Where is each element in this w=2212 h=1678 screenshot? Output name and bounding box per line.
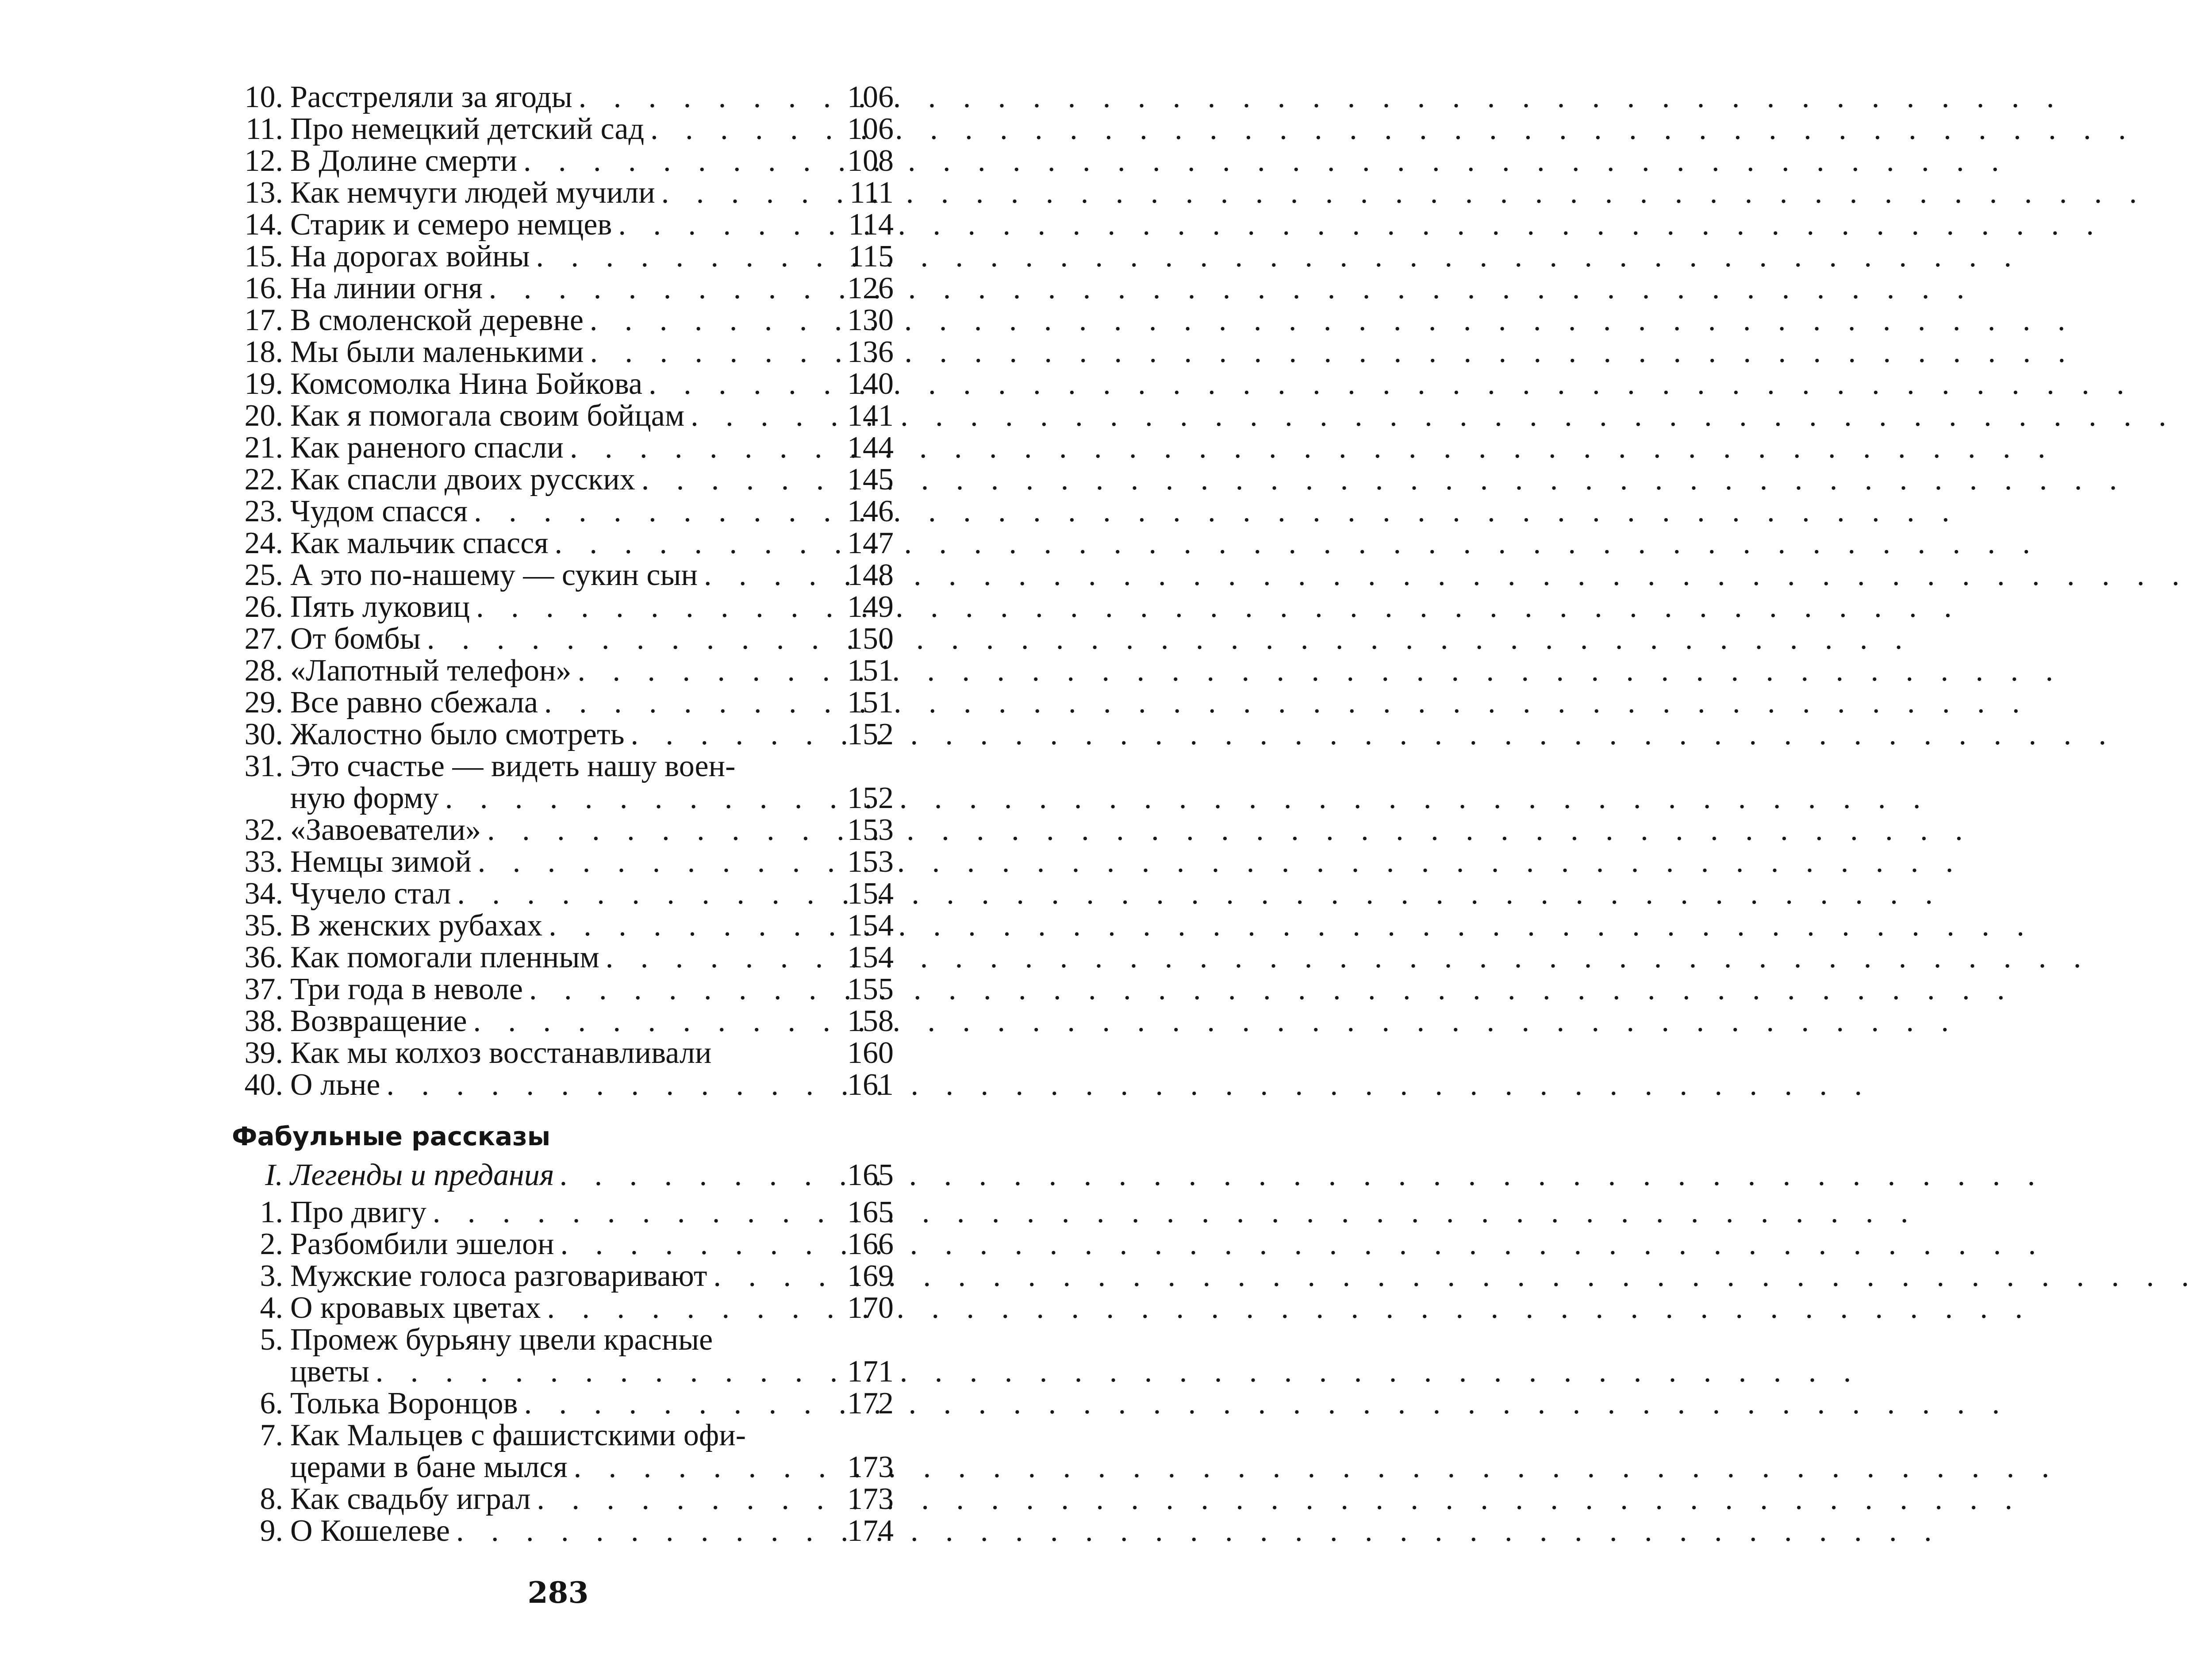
toc-dot-leader bbox=[714, 1260, 827, 1292]
toc-dot-leader bbox=[560, 1154, 827, 1197]
toc-entry-page: 148 bbox=[847, 558, 894, 592]
toc-entry bbox=[221, 177, 894, 209]
toc-entry-title: От бомбы bbox=[290, 622, 421, 656]
toc-dot-leader bbox=[590, 304, 827, 336]
toc-entry bbox=[221, 559, 894, 591]
toc-entry-title: Как свадьбу играл bbox=[290, 1482, 531, 1516]
toc-entry-title: О кровавых цветах bbox=[290, 1291, 541, 1325]
toc-dot-leader bbox=[489, 273, 827, 304]
toc-entry-title: На линии огня bbox=[290, 271, 483, 305]
toc-entry-page: 170 bbox=[847, 1291, 894, 1325]
toc-entry bbox=[221, 1356, 894, 1388]
toc-entry-number: 20. bbox=[244, 399, 283, 433]
toc-entry bbox=[221, 719, 894, 750]
toc-dot-leader bbox=[478, 846, 827, 878]
toc-dot-leader bbox=[561, 1228, 827, 1260]
toc-entry-number: 8. bbox=[260, 1482, 283, 1516]
toc-entry-page: 149 bbox=[847, 590, 894, 624]
toc-entry-number: 9. bbox=[260, 1514, 283, 1548]
toc-dot-leader bbox=[554, 527, 827, 559]
toc-dot-leader bbox=[574, 1451, 827, 1483]
toc-entry-number: 13. bbox=[244, 176, 283, 210]
toc-entry bbox=[221, 1324, 894, 1356]
section-heading: Фабульные рассказы bbox=[232, 1121, 551, 1151]
toc-entry-page: 106 bbox=[847, 80, 894, 114]
toc-entry bbox=[221, 304, 894, 336]
toc-entry-title: цветы bbox=[290, 1355, 369, 1389]
toc-dot-leader bbox=[476, 591, 827, 623]
toc-entry-title: Как спасли двоих русских bbox=[290, 462, 635, 496]
toc-subsection-title: Легенды и предания bbox=[290, 1158, 554, 1192]
toc-entry bbox=[221, 81, 894, 113]
toc-dot-leader bbox=[474, 496, 827, 527]
toc-dot-leader bbox=[473, 1005, 827, 1037]
toc-entry bbox=[221, 241, 894, 273]
toc-dot-leader bbox=[578, 655, 827, 687]
toc-entry-title: Комсомолка Нина Бойкова bbox=[290, 367, 643, 401]
toc-entry-page: 174 bbox=[847, 1514, 894, 1548]
toc-dot-leader bbox=[661, 177, 827, 209]
toc-entry-title: Как помогали пленным bbox=[290, 940, 599, 974]
toc-entry bbox=[221, 1420, 894, 1451]
toc-entry-number: 6. bbox=[260, 1386, 283, 1420]
toc-entry-title: Старик и семеро немцев bbox=[290, 208, 612, 242]
toc-dot-leader bbox=[524, 1388, 827, 1420]
toc-entry-number: 27. bbox=[244, 622, 283, 656]
toc-entry-title: «Завоеватели» bbox=[290, 813, 481, 847]
toc-entry bbox=[221, 273, 894, 304]
toc-entry-title: Толька Воронцов bbox=[290, 1386, 518, 1420]
toc-entry-number: 31. bbox=[244, 749, 283, 783]
toc-entry-title: О Кошелеве bbox=[290, 1514, 450, 1548]
toc-entry-page: 161 bbox=[847, 1068, 894, 1102]
toc-entry-page: 152 bbox=[847, 717, 894, 751]
toc-dot-leader bbox=[590, 336, 827, 368]
toc-entry-number: 29. bbox=[244, 685, 283, 720]
toc-entry-title: Как раненого спасли bbox=[290, 431, 564, 465]
table-of-contents bbox=[221, 81, 894, 1547]
toc-entry bbox=[221, 464, 894, 496]
toc-entry-page: 126 bbox=[847, 271, 894, 305]
toc-entry-number: 7. bbox=[260, 1418, 283, 1452]
toc-entry bbox=[221, 1228, 894, 1260]
toc-entry-page: 165 bbox=[847, 1195, 894, 1229]
toc-entry-page: 153 bbox=[847, 813, 894, 847]
toc-entry-title: Как Мальцев с фашистскими офи- bbox=[290, 1418, 746, 1452]
toc-entry-number: 12. bbox=[244, 144, 283, 178]
toc-dot-leader bbox=[457, 878, 827, 910]
toc-entry-number: 33. bbox=[244, 845, 283, 879]
toc-dot-leader bbox=[487, 814, 827, 846]
toc-entry-number: 10. bbox=[244, 80, 283, 114]
toc-entry bbox=[221, 113, 894, 145]
toc-entry-number: 28. bbox=[244, 654, 283, 688]
toc-entry-title: Возвращение bbox=[290, 1004, 467, 1038]
toc-entry bbox=[221, 655, 894, 687]
toc-entry-page: 115 bbox=[848, 239, 894, 273]
toc-entry-number: 16. bbox=[244, 271, 283, 305]
toc-entry bbox=[221, 687, 894, 719]
toc-entry-title: Промеж бурьяну цвели красные bbox=[290, 1323, 713, 1357]
toc-entry-title: Разбомбили эшелон bbox=[290, 1227, 554, 1261]
toc-entry bbox=[221, 1451, 894, 1483]
toc-entry bbox=[221, 782, 894, 814]
toc-dot-leader bbox=[579, 81, 827, 113]
toc-entry bbox=[221, 145, 894, 177]
toc-entry-title: «Лапотный телефон» bbox=[290, 654, 572, 688]
toc-entry bbox=[221, 750, 894, 782]
toc-entry-title: Как немчуги людей мучили bbox=[290, 176, 655, 210]
toc-dot-leader bbox=[691, 400, 827, 432]
toc-entry-number: 15. bbox=[244, 239, 283, 273]
toc-subsection bbox=[221, 1154, 894, 1197]
toc-entry-number: 36. bbox=[244, 940, 283, 974]
toc-subsection-page: 165 bbox=[847, 1158, 894, 1192]
toc-dot-leader bbox=[547, 1292, 827, 1324]
toc-entry-page: 172 bbox=[847, 1386, 894, 1420]
toc-dot-leader bbox=[386, 1069, 827, 1101]
toc-entry bbox=[221, 1037, 894, 1069]
toc-entry bbox=[221, 209, 894, 241]
toc-entry-page: 106 bbox=[847, 112, 894, 146]
toc-dot-leader bbox=[570, 432, 827, 464]
toc-entry-page: 173 bbox=[847, 1482, 894, 1516]
toc-entry-title: Мы были маленькими bbox=[290, 335, 584, 369]
toc-entry-page: 154 bbox=[847, 877, 894, 911]
toc-entry-title: На дорогах войны bbox=[290, 239, 530, 273]
toc-subsection-number: I. bbox=[265, 1158, 283, 1192]
toc-entry-number: 38. bbox=[244, 1004, 283, 1038]
toc-entry-number: 22. bbox=[244, 462, 283, 496]
toc-entry-page: 150 bbox=[847, 622, 894, 656]
toc-entry bbox=[221, 1483, 894, 1515]
page-number: 283 bbox=[527, 1575, 589, 1610]
toc-entry-title: Все равно сбежала bbox=[290, 685, 538, 720]
toc-entry bbox=[221, 1197, 894, 1228]
toc-entry bbox=[221, 591, 894, 623]
toc-entry bbox=[221, 878, 894, 910]
toc-entry-page: 151 bbox=[847, 685, 894, 720]
toc-entry-page: 114 bbox=[848, 208, 894, 242]
toc-entry-title: В Долине смерти bbox=[290, 144, 518, 178]
toc-dot-leader bbox=[549, 910, 827, 942]
toc-entry-page: 141 bbox=[847, 399, 894, 433]
toc-dot-leader bbox=[704, 559, 827, 591]
toc-entry-title: Три года в неволе bbox=[290, 972, 523, 1006]
toc-entry bbox=[221, 942, 894, 974]
toc-entry bbox=[221, 496, 894, 527]
toc-entry-page: 171 bbox=[847, 1355, 894, 1389]
toc-entry-number: 24. bbox=[244, 526, 283, 560]
toc-entry-page: 108 bbox=[847, 144, 894, 178]
toc-entry-title: Про немецкий детский сад bbox=[290, 112, 645, 146]
toc-entry bbox=[221, 846, 894, 878]
toc-entry-number: 25. bbox=[244, 558, 283, 592]
toc-entry bbox=[221, 1388, 894, 1420]
toc-entry-page: 166 bbox=[847, 1227, 894, 1261]
toc-dot-leader bbox=[649, 368, 827, 400]
toc-entry-page: 147 bbox=[847, 526, 894, 560]
toc-entry-number: 40. bbox=[244, 1068, 283, 1102]
toc-entry-title: Немцы зимой bbox=[290, 845, 472, 879]
toc-entry bbox=[221, 1005, 894, 1037]
toc-entry-title: Расстреляли за ягоды bbox=[290, 80, 572, 114]
toc-entry-title: Про двигу bbox=[290, 1195, 426, 1229]
toc-entry-number: 17. bbox=[244, 303, 283, 337]
toc-entry-number: 11. bbox=[246, 112, 283, 146]
toc-entry bbox=[221, 1069, 894, 1101]
toc-entry-page: 154 bbox=[847, 940, 894, 974]
toc-entry-page: 160 bbox=[847, 1036, 894, 1070]
toc-entry bbox=[221, 368, 894, 400]
toc-dot-leader bbox=[445, 782, 827, 814]
toc-dot-leader bbox=[433, 1197, 827, 1228]
toc-entry-page: 158 bbox=[847, 1004, 894, 1038]
toc-entry-number: 3. bbox=[260, 1259, 283, 1293]
toc-dot-leader bbox=[523, 145, 827, 177]
toc-entry bbox=[221, 623, 894, 655]
toc-entry-page: 136 bbox=[847, 335, 894, 369]
toc-entry bbox=[221, 814, 894, 846]
toc-entry-number: 23. bbox=[244, 494, 283, 528]
toc-entry-title: ную форму bbox=[290, 781, 439, 815]
toc-dot-leader bbox=[641, 464, 827, 496]
toc-entry-page: 146 bbox=[847, 494, 894, 528]
toc-entry-number: 35. bbox=[244, 908, 283, 943]
toc-entry-page: 155 bbox=[847, 972, 894, 1006]
toc-entry bbox=[221, 1260, 894, 1292]
toc-entry bbox=[221, 432, 894, 464]
toc-entry-page: 140 bbox=[847, 367, 894, 401]
toc-entry-page: 153 bbox=[847, 845, 894, 879]
toc-entry-page: 111 bbox=[849, 176, 894, 210]
toc-entry-number: 4. bbox=[260, 1291, 283, 1325]
toc-dot-leader bbox=[537, 1483, 827, 1515]
toc-entry-title: Чучело стал bbox=[290, 877, 451, 911]
toc-entry-title: А это по-нашему — сукин сын bbox=[290, 558, 698, 592]
toc-entry bbox=[221, 974, 894, 1005]
toc-dot-leader bbox=[631, 719, 827, 750]
toc-entry bbox=[221, 1515, 894, 1547]
toc-entry-number: 18. bbox=[244, 335, 283, 369]
toc-entry-number: 37. bbox=[244, 972, 283, 1006]
toc-entry bbox=[221, 527, 894, 559]
toc-entry-title: В женских рубахах bbox=[290, 908, 543, 943]
toc-entry-title: Пять луковиц bbox=[290, 590, 470, 624]
toc-entry-number: 39. bbox=[244, 1036, 283, 1070]
toc-entry-number: 32. bbox=[244, 813, 283, 847]
toc-entry-title: Жалостно было смотреть bbox=[290, 717, 625, 751]
toc-entry-number: 21. bbox=[244, 431, 283, 465]
toc-entry bbox=[221, 1292, 894, 1324]
toc-entry-page: 154 bbox=[847, 908, 894, 943]
toc-entry-title: Как мальчик спасся bbox=[290, 526, 549, 560]
toc-entry-number: 5. bbox=[260, 1323, 283, 1357]
toc-dot-leader bbox=[650, 113, 827, 145]
toc-entry-number: 30. bbox=[244, 717, 283, 751]
toc-dot-leader bbox=[618, 209, 827, 241]
toc-entry-page: 151 bbox=[847, 654, 894, 688]
toc-dot-leader bbox=[456, 1515, 827, 1547]
toc-entry-title: Как я помогала своим бойцам bbox=[290, 399, 685, 433]
toc-dot-leader bbox=[376, 1356, 827, 1388]
toc-entry-title: церами в бане мылся bbox=[290, 1450, 568, 1484]
toc-entry-page: 169 bbox=[847, 1259, 894, 1293]
toc-dot-leader bbox=[544, 687, 827, 719]
toc-entry-number: 19. bbox=[244, 367, 283, 401]
toc-entry-number: 1. bbox=[260, 1195, 283, 1229]
toc-entry-page: 152 bbox=[847, 781, 894, 815]
toc-entry-page: 145 bbox=[847, 462, 894, 496]
toc-entry bbox=[221, 910, 894, 942]
toc-list-main bbox=[221, 81, 894, 1101]
toc-dot-leader bbox=[536, 241, 827, 273]
toc-entry-title: Чудом спасся bbox=[290, 494, 468, 528]
toc-entry-number: 34. bbox=[244, 877, 283, 911]
toc-entry-page: 130 bbox=[847, 303, 894, 337]
toc-dot-leader bbox=[606, 942, 827, 974]
toc-entry-title: Это счастье — видеть нашу воен- bbox=[290, 749, 736, 783]
toc-entry-number: 26. bbox=[244, 590, 283, 624]
toc-entry bbox=[221, 400, 894, 432]
toc-entry bbox=[221, 336, 894, 368]
toc-entry-title: Как мы колхоз восстанавливали bbox=[290, 1036, 712, 1070]
toc-entry-page: 144 bbox=[847, 431, 894, 465]
toc-list-legends bbox=[221, 1197, 894, 1547]
toc-entry-title: Мужские голоса разговаривают bbox=[290, 1259, 707, 1293]
toc-entry-page: 173 bbox=[847, 1450, 894, 1484]
toc-entry-title: О льне bbox=[290, 1068, 380, 1102]
toc-dot-leader bbox=[427, 623, 827, 655]
toc-entry-number: 14. bbox=[244, 208, 283, 242]
toc-entry-number: 2. bbox=[260, 1227, 283, 1261]
toc-entry-title: В смоленской деревне bbox=[290, 303, 584, 337]
toc-dot-leader bbox=[529, 974, 827, 1005]
